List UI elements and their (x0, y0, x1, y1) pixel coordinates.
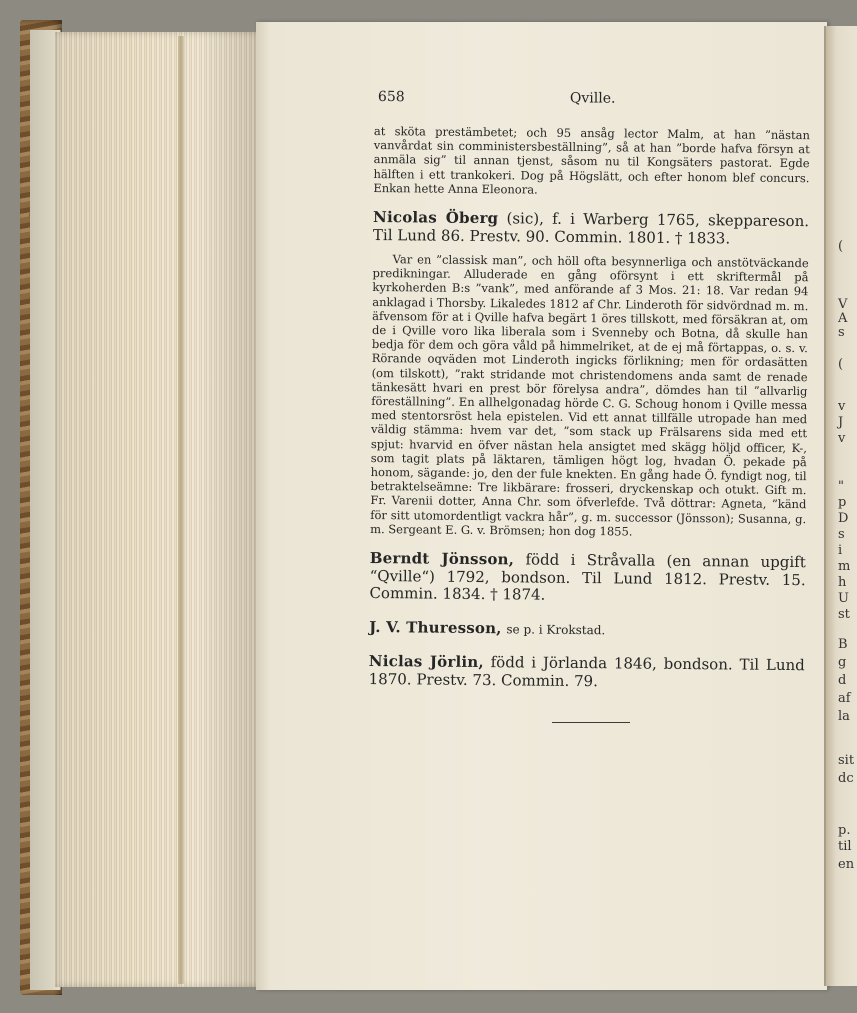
facing-fragment: ( (838, 357, 844, 372)
facing-fragment: st (838, 607, 850, 622)
entry-name: J. V. Thuresson, (369, 617, 502, 637)
end-rule (552, 722, 630, 723)
facing-fragment: p. (838, 823, 851, 838)
running-head: Qville. (569, 90, 616, 107)
entry-name: Niclas Jörlin, (368, 652, 484, 672)
facing-fragment: A (838, 311, 848, 326)
facing-fragment: " (838, 479, 844, 494)
oberg-paragraph: Var en ”classisk man”, och höll ofta besynnerliga och anstötväckande predikningar. Alluderade en gång oförsynt i ett skriftermål på kyrkoherden B:s ”vank”, med anförande af 3 Mos. 21: 18. Var redan 94 anklagad i Thorsby. Likaledes 1812 af Chr. Linderoth för sidvördnad m. m. äfvensom för at i Qville hafva begärt 1 öres tillskott, med försäkran at, om de i Qville voro lika liberala som i Svenneby och Botna, då skulle han bedja för dem och göra våld på himmelriket, at de ej må förtappas, o. s. v. Rörande oqväden mot Linderoth ingicks förlikning; men för ordasätten (om tilskott), ”rakt stridande mot christendomens anda samt de renade tänkesätt hvari en prest bör förelysa andra”, dömdes han til ”allvarlig föreställning”. En allhelgonadag hörde C. G. Schoug honom i Qville messa med stentorsröst hela epistelen. Vid ett annat tillfälle utropade han med väldig stämma: hvem var det, ”som stack up Frälsarens sida med ett spjut: hvarvid en öfver nästan hela ansigtet med skägg höljd officer, K-, som tagit plats på läktaren, tämligen högt log, hvadan Ö. pekade på honom, sägande: jo, den der fule knekten. En gång hade Ö. fyndigt nog, til betraktelseämne: Tre likbärare: frosseri, dryckenskap och otukt. Gift m. Fr. Varenii dotter, Anna Chr. som öfverlefde. Två döttrar: Agneta, ”känd för sitt utomordentligt vackra hår”, g. m. successor (Jönsson); Susanna, g. m. Sergeant E. G. v. Brömsen; hon dog 1855. (370, 252, 809, 539)
entry-thuresson (369, 619, 805, 642)
page-edges-seam (178, 36, 184, 984)
facing-fragment: s (838, 527, 845, 542)
facing-fragment: J (838, 415, 844, 430)
facing-fragment: sit (838, 753, 855, 768)
facing-fragment: s (838, 325, 845, 340)
facing-fragment: en (838, 857, 855, 872)
entry-details: född i Stråvalla (en annan upgift “Qville“) 1792, bondson. Til Lund 1812. Prestv. 15. Commin. 1834. † 1874. (369, 550, 806, 604)
facing-fragment: B (838, 637, 848, 652)
entry-details: (sic), f. i Warberg 1765, skeppareson. Til Lund 86. Prestv. 90. Commin. 1801. † 1833. (372, 209, 810, 247)
entry-name: Berndt Jönsson, (369, 549, 515, 569)
facing-fragment: g (838, 655, 847, 670)
entry-details: född i Jörlanda 1846, bondson. Til Lund 1870. Prestv. 73. Commin. 79. (368, 653, 805, 690)
facing-fragment: D (838, 511, 849, 526)
facing-fragment: U (838, 591, 849, 606)
facing-fragment: d (838, 673, 847, 688)
facing-fragment: p (838, 495, 847, 510)
facing-fragment: m (838, 559, 851, 574)
facing-fragment: v (838, 431, 846, 446)
entry-oberg (373, 209, 809, 248)
entry-jonsson (369, 550, 805, 607)
facing-fragment: til (838, 839, 852, 854)
entry-name: Nicolas Öberg (373, 208, 499, 228)
page-header (378, 89, 798, 112)
facing-fragment: ( (838, 239, 844, 254)
facing-page-text-fragments (838, 40, 857, 940)
entry-jorlin (369, 653, 805, 692)
facing-fragment: i (838, 543, 843, 558)
intro-paragraph: at sköta prestämbetet; och 95 ansåg lector Malm, at han ”nästan vanvårdat sin comministersbeställning”, så at han ”borde hafva försyn at anmäla sig” til annan tjenst, såsom nu til Kongsäters pastorat. Egde hälften i ett trankokeri. Dog på Högslätt, och efter honom blef concurs. Enkan hette Anna Eleonora. (373, 124, 810, 197)
facing-fragment: V (838, 297, 848, 312)
facing-fragment: la (838, 709, 850, 724)
facing-fragment: dc (838, 771, 854, 786)
entry-details: se p. i Krokstad. (506, 621, 606, 637)
facing-fragment: v (838, 399, 846, 414)
page-edges-shading (55, 32, 260, 987)
facing-fragment: h (838, 575, 847, 590)
page-body (369, 124, 810, 692)
facing-fragment: af (838, 691, 851, 706)
page-number: 658 (377, 89, 405, 106)
